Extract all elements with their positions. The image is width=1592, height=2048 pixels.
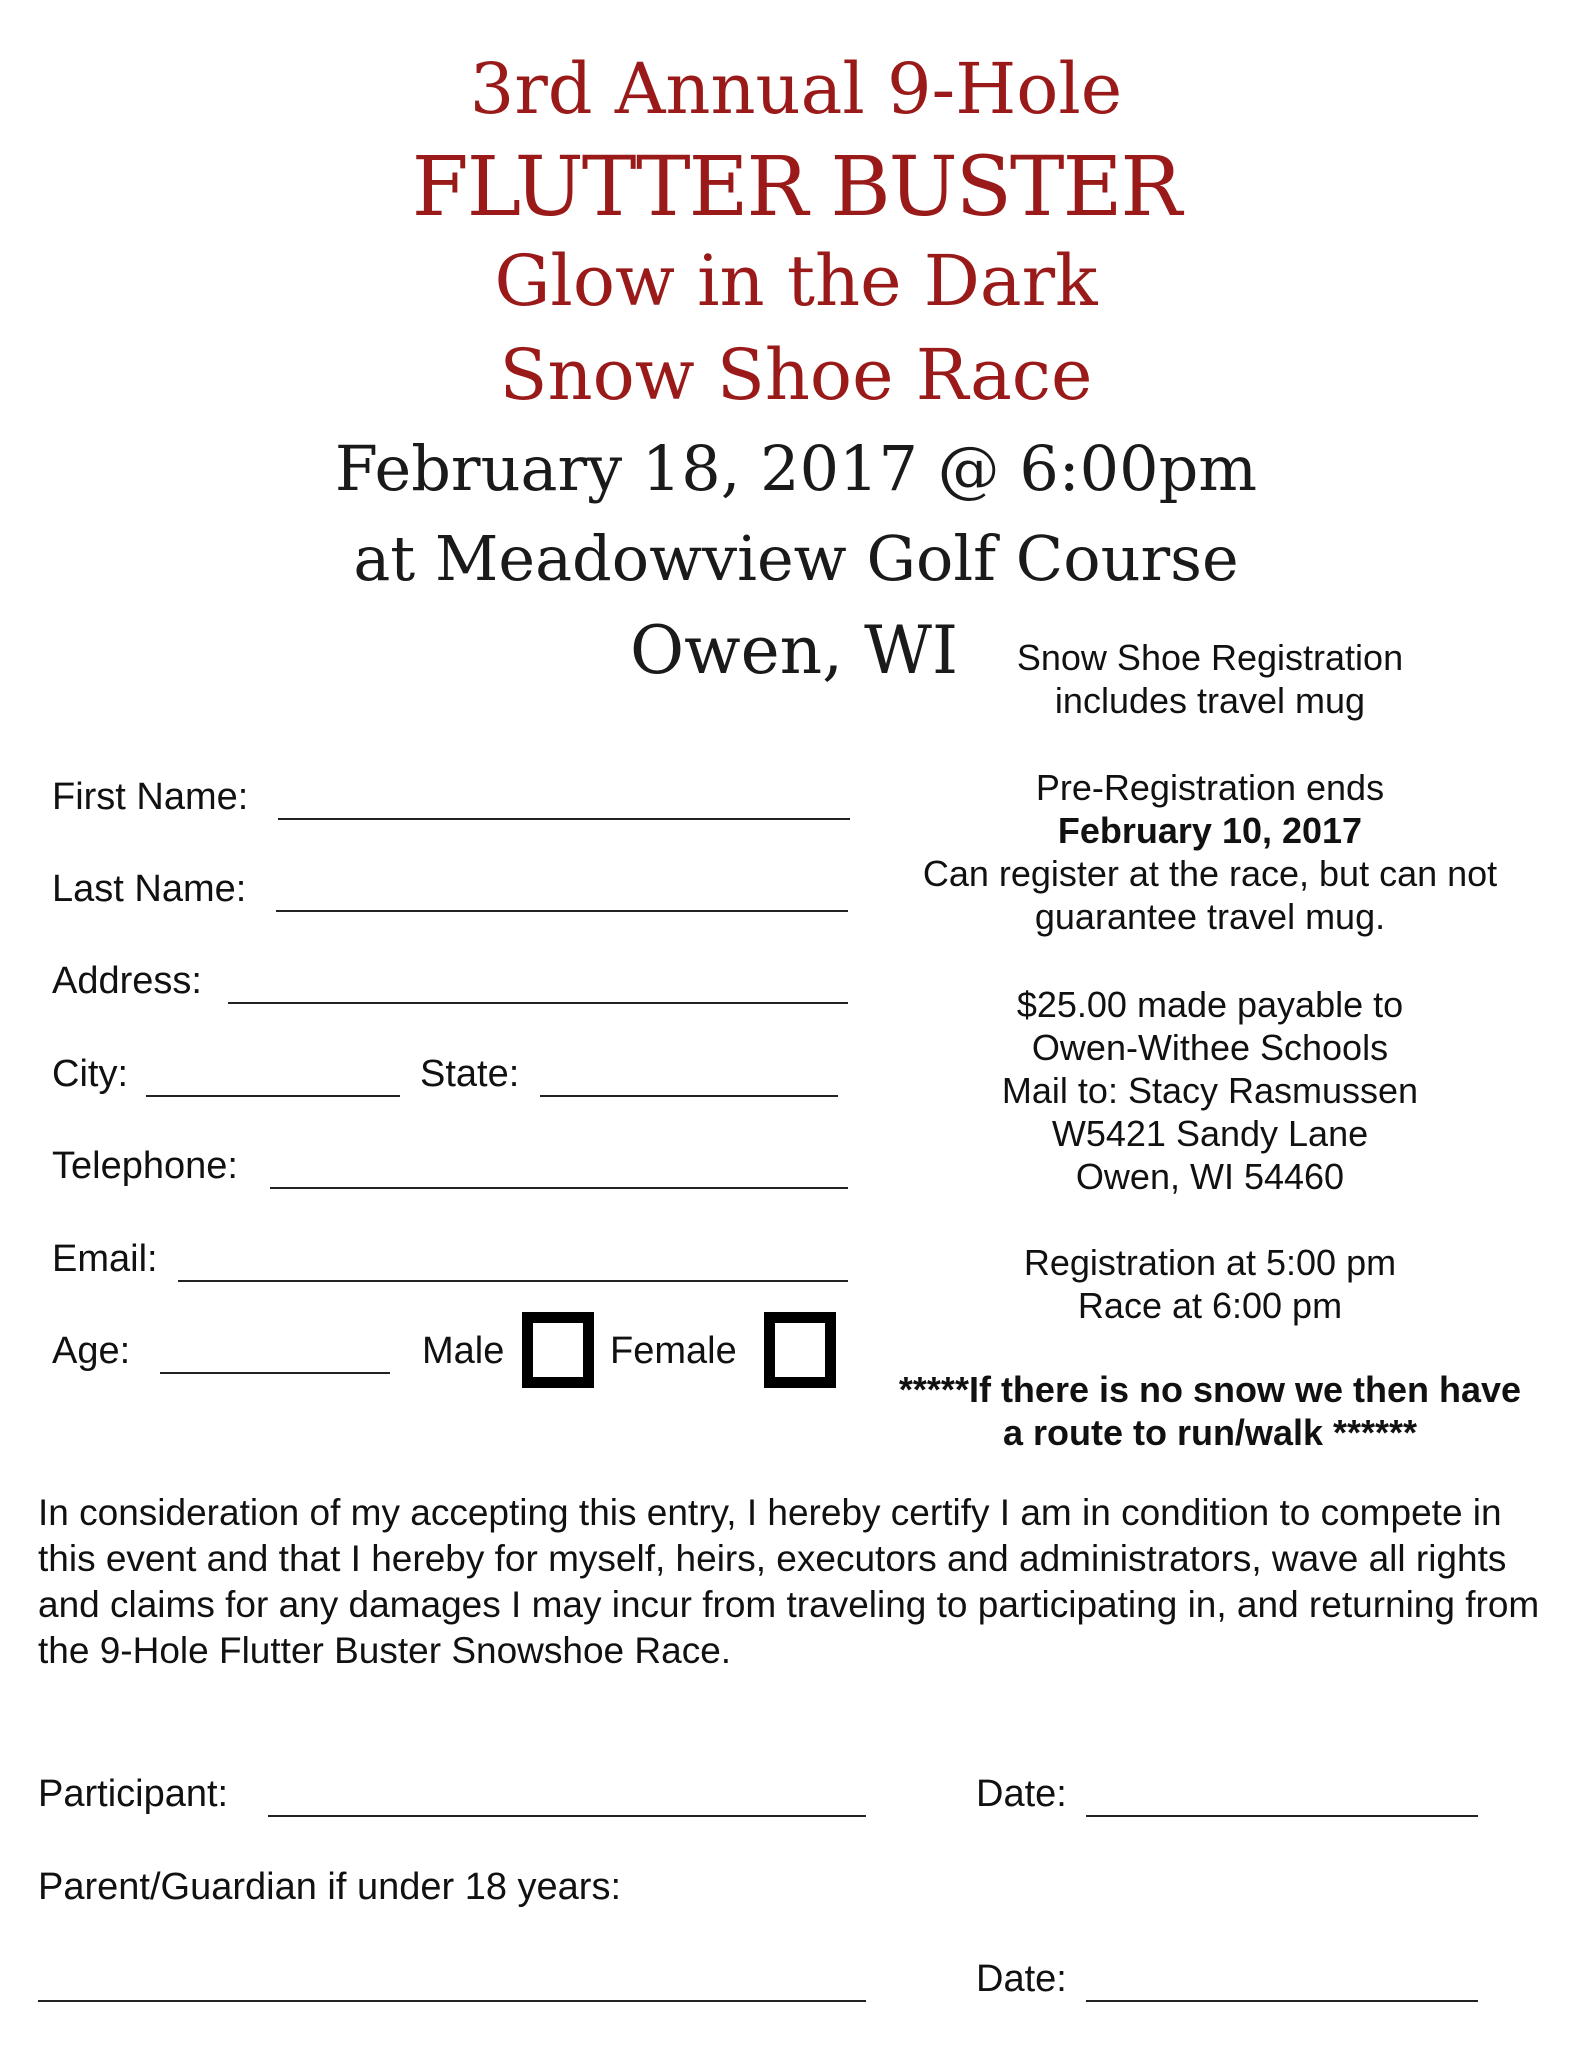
male-checkbox[interactable] <box>522 1312 594 1388</box>
no-snow-line: a route to run/walk ****** <box>1002 1412 1418 1453</box>
last-name-field[interactable] <box>276 910 848 912</box>
telephone-label: Telephone: <box>52 1145 238 1187</box>
female-checkbox[interactable] <box>764 1312 836 1388</box>
guardian-signature-field[interactable] <box>38 2000 866 2002</box>
age-label: Age: <box>52 1330 131 1372</box>
payment-line: $25.00 made payable to <box>1016 984 1404 1025</box>
participant-date-field[interactable] <box>1086 1815 1478 1817</box>
title-line-4: Snow Shoe Race <box>499 334 1093 416</box>
last-name-label: Last Name: <box>52 868 247 910</box>
address-label: Address: <box>52 960 202 1002</box>
participant-label: Participant: <box>38 1773 229 1815</box>
event-location: Owen, WI <box>630 612 959 689</box>
title-line-3: Glow in the Dark <box>494 240 1098 322</box>
payment-line: W5421 Sandy Lane <box>1051 1113 1369 1154</box>
preregistration-line: Can register at the race, but can not <box>922 853 1498 894</box>
address-field[interactable] <box>228 1002 848 1004</box>
guardian-date-label: Date: <box>976 1958 1067 2000</box>
female-label: Female <box>610 1330 737 1372</box>
guardian-date-field[interactable] <box>1086 2000 1478 2002</box>
event-date: February 18, 2017 @ 6:00pm <box>334 432 1258 505</box>
schedule-line: Registration at 5:00 pm <box>1023 1242 1397 1283</box>
preregistration-note <box>890 766 1530 938</box>
payment-note <box>940 983 1480 1198</box>
title-line-2: FLUTTER BUSTER <box>411 140 1181 235</box>
no-snow-note <box>870 1368 1550 1454</box>
city-label: City: <box>52 1053 128 1095</box>
email-field[interactable] <box>178 1280 848 1282</box>
preregistration-line: Pre-Registration ends <box>1035 767 1385 808</box>
age-field[interactable] <box>160 1372 390 1374</box>
email-label: Email: <box>52 1238 158 1280</box>
waiver-text: In consideration of my accepting this entry, I hereby certify I am in condition to compete in this event and that I hereby for myself, heirs, executors and administrators, wave all rights and claims for any damages I may incur from traveling to participating in, and returning from the 9-Hole Flutter Buster Snowshoe Race. <box>38 1492 1540 1671</box>
guardian-label: Parent/Guardian if under 18 years: <box>38 1866 622 1908</box>
payment-line: Owen, WI 54460 <box>1075 1156 1345 1197</box>
city-field[interactable] <box>146 1095 400 1097</box>
state-field[interactable] <box>540 1095 838 1097</box>
mug-note-line: Snow Shoe Registration <box>1016 637 1404 678</box>
schedule-line: Race at 6:00 pm <box>1077 1285 1343 1326</box>
telephone-field[interactable] <box>270 1187 848 1189</box>
participant-signature-field[interactable] <box>268 1815 866 1817</box>
preregistration-line: guarantee travel mug. <box>1034 896 1386 937</box>
mug-note-line: includes travel mug <box>1054 680 1366 721</box>
first-name-label: First Name: <box>52 776 249 818</box>
first-name-field[interactable] <box>278 818 850 820</box>
preregistration-deadline: February 10, 2017 <box>1057 810 1363 851</box>
state-label: State: <box>420 1053 520 1095</box>
schedule-note <box>960 1241 1460 1327</box>
participant-date-label: Date: <box>976 1773 1067 1815</box>
mug-note <box>990 636 1430 722</box>
payment-line: Mail to: Stacy Rasmussen <box>1001 1070 1419 1111</box>
event-venue: at Meadowview Golf Course <box>353 522 1239 595</box>
no-snow-line: *****If there is no snow we then have <box>898 1369 1522 1410</box>
male-label: Male <box>422 1330 505 1372</box>
payment-line: Owen-Withee Schools <box>1031 1027 1389 1068</box>
title-line-1: 3rd Annual 9-Hole <box>469 48 1123 130</box>
